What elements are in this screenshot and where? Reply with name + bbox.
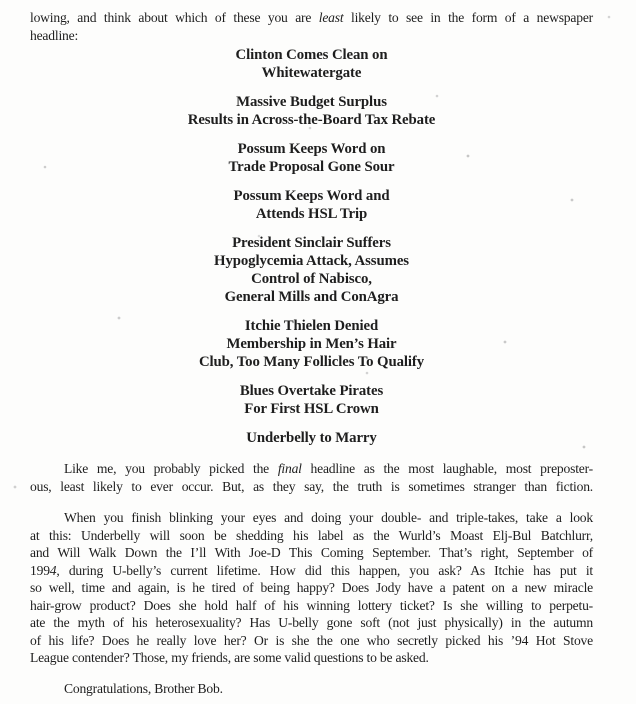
headline-line: For First HSL Crown — [244, 401, 379, 417]
text-line — [30, 544, 593, 562]
headline-line: Membership in Men’s Hair — [226, 336, 397, 352]
text-line — [30, 597, 593, 615]
headline-list — [30, 46, 593, 447]
headline-line: Underbelly to Marry — [246, 430, 377, 446]
text-segment: hair-grow product? Does she hold half of his winning lottery ticket? Is she willing to perpetu- — [30, 597, 593, 613]
text-line — [30, 562, 593, 580]
text-segment: headline as the most laughable, most preposter- — [301, 461, 593, 476]
headline-line: Trade Proposal Gone Sour — [228, 159, 395, 175]
headline-line: Itchie Thielen Denied — [244, 318, 379, 334]
text-line — [30, 478, 593, 496]
text-line — [30, 649, 593, 667]
headline-line: Attends HSL Trip — [255, 206, 368, 222]
closing-paragraph — [30, 680, 593, 698]
headline — [30, 382, 593, 418]
text-line — [30, 680, 593, 698]
headline-line: Massive Budget Surplus — [236, 94, 387, 110]
text-line — [30, 509, 593, 527]
text-line — [30, 27, 593, 45]
body-paragraph-1 — [30, 460, 593, 495]
headline — [30, 429, 593, 447]
text-segment: Like me, you probably picked the — [64, 461, 278, 476]
headline-line: Blues Overtake Pirates — [239, 383, 384, 399]
text-segment: likely to see in the form of a newspaper — [343, 10, 593, 25]
headline-line: Clinton Comes Clean on — [235, 47, 388, 63]
italic-text: final — [277, 461, 302, 476]
text-segment: ate the myth of his heterosexuality? Has U-belly gone soft (not just physically) in the autumn — [30, 615, 593, 630]
text-segment: ous, least likely to ever occur. But, as they say, the truth is sometimes stranger than fiction. — [30, 478, 593, 494]
text-segment: When you finish blinking your eyes and doing your double- and triple-takes, take a look — [64, 510, 593, 525]
text-segment: , during U-belly’s current lifetime. How did this happen, you ask? As Itchie has put it — [56, 562, 593, 578]
text-line — [30, 9, 593, 27]
headline-line: Hypoglycemia Attack, Assumes — [214, 253, 409, 269]
text-segment: and Will Walk Down the I’ll With Joe-D This Coming September. That’s right, September of — [30, 545, 593, 560]
text-line — [30, 460, 593, 478]
italic-text: least — [318, 10, 344, 25]
headline — [30, 234, 593, 306]
headline — [30, 46, 593, 82]
text-segment: headline: — [30, 27, 79, 43]
scan-noise-specks — [0, 0, 2, 2]
intro-paragraph — [30, 9, 593, 44]
headline — [30, 93, 593, 129]
text-line — [30, 527, 593, 545]
headline — [30, 140, 593, 176]
text-segment: 199 — [30, 562, 50, 578]
headline — [30, 187, 593, 223]
text-line — [30, 632, 593, 650]
italic-text: 4 — [49, 562, 57, 578]
text-segment: of his life? Does he really love her? Or is she the one who secretly picked his ’94 Hot Stove — [30, 632, 593, 648]
headline-line: Results in Across-the-Board Tax Rebate — [187, 112, 436, 128]
text-line — [30, 579, 593, 597]
headline-line: President Sinclair Suffers — [232, 235, 391, 251]
text-segment: at this: Underbelly will soon be shedding his label as the Wurld’s Moast Elj-Bul Batchlurr, — [30, 527, 593, 543]
text-segment: lowing, and think about which of these you are — [30, 10, 319, 25]
headline-line: Control of Nabisco, — [251, 271, 372, 287]
text-segment: League contender? Those, my friends, are some valid questions to be asked. — [30, 650, 429, 665]
text-segment: Congratulations, Brother Bob. — [64, 680, 223, 696]
headline-line: Club, Too Many Follicles To Qualify — [198, 354, 425, 370]
headline-line: Possum Keeps Word and — [233, 188, 390, 204]
headline-line: Possum Keeps Word on — [237, 141, 386, 157]
text-segment: so well, time and again, is he tired of being happy? Does Jody have a patent on a new miracle — [30, 580, 593, 595]
headline-line: Whitewatergate — [261, 65, 362, 81]
body-paragraph-2 — [30, 509, 593, 667]
headline-line: General Mills and ConAgra — [224, 289, 399, 305]
headline — [30, 317, 593, 371]
text-line — [30, 614, 593, 632]
